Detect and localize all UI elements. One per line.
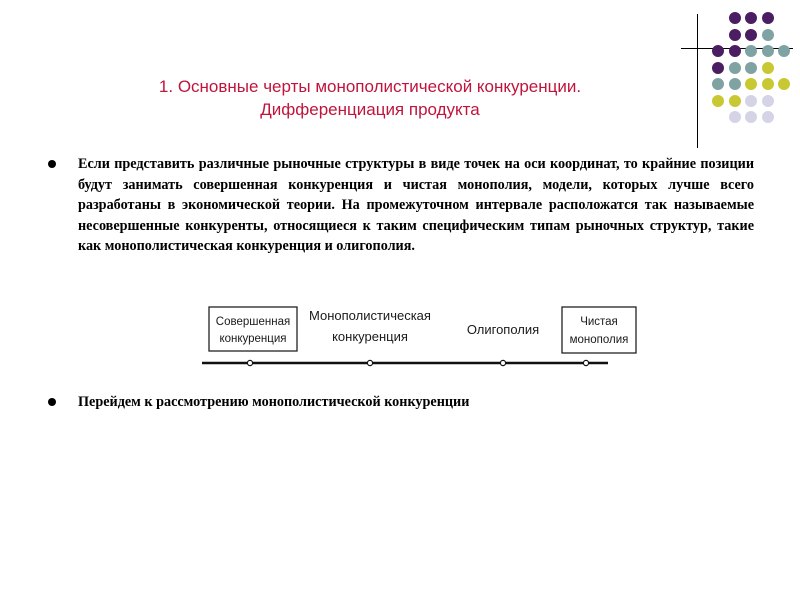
decor-dot — [762, 111, 774, 123]
decor-dot — [745, 111, 757, 123]
axis-point-monopolistic — [367, 360, 372, 365]
axis-point-oligopoly — [500, 360, 505, 365]
decor-dot — [729, 45, 741, 57]
box-right-line-2: монополия — [569, 334, 629, 346]
axis-point-monopoly — [583, 360, 588, 365]
decor-dot — [762, 95, 774, 107]
decor-dot — [745, 95, 757, 107]
decor-dot — [745, 12, 757, 24]
bullet-text-1: Если представить различные рыночные структуры в виде точек на оси координат, то крайние позиции будут занимать совершенная конкуренция и чистая монополия, модели, которых лучше всего разработаны в экономической теории. На промежуточном интервале расположатся так называемые несовершенные конкуренты, относящиеся к таким специфическим типам рыночных структур, такие как монополистическая конкуренция и олигополия. — [78, 156, 754, 254]
bullet-marker-2 — [48, 398, 56, 406]
diagram-svg — [200, 300, 629, 375]
box-left-line-2: конкуренция — [219, 333, 287, 345]
slide-title — [60, 75, 680, 121]
middle-label-line-2: конкуренция — [332, 329, 408, 344]
box-right-line-1: Чистая — [580, 316, 618, 328]
oligopoly-label: Олигополия — [466, 322, 540, 337]
decor-dot — [729, 78, 741, 90]
decor-dot — [762, 12, 774, 24]
middle-label-line-1: Монополистическая — [309, 308, 431, 323]
bullet-marker-1 — [48, 160, 56, 168]
decor-dot — [778, 78, 790, 90]
decor-dot — [762, 62, 774, 74]
decor-dot — [729, 95, 741, 107]
decor-dot — [745, 62, 757, 74]
decor-dot — [778, 45, 790, 57]
decor-dot — [745, 29, 757, 41]
decor-dot — [762, 45, 774, 57]
decor-dot — [745, 78, 757, 90]
slide-title-line-1: 1. Основные черты монополистической конкуренции. — [158, 77, 582, 96]
decor-dot — [729, 12, 741, 24]
bullet-text-2: Перейдем к рассмотрению монополистической конкуренции — [78, 394, 470, 410]
decor-dot — [729, 62, 741, 74]
decor-dot — [729, 29, 741, 41]
box-left-line-1: Совершенная — [215, 316, 291, 328]
decor-dot — [762, 29, 774, 41]
decor-dot — [762, 78, 774, 90]
axis-point-perfect — [247, 360, 252, 365]
decor-dot — [712, 62, 724, 74]
decor-dot — [712, 78, 724, 90]
market-structure-diagram — [200, 300, 629, 375]
slide-title-line-2: Дифференциация продукта — [260, 100, 480, 119]
decor-dot — [712, 95, 724, 107]
box-pure-monopoly — [562, 307, 636, 353]
decor-dot — [712, 45, 724, 57]
decor-vertical-line — [697, 14, 698, 148]
decor-dot — [729, 111, 741, 123]
decor-dot — [745, 45, 757, 57]
